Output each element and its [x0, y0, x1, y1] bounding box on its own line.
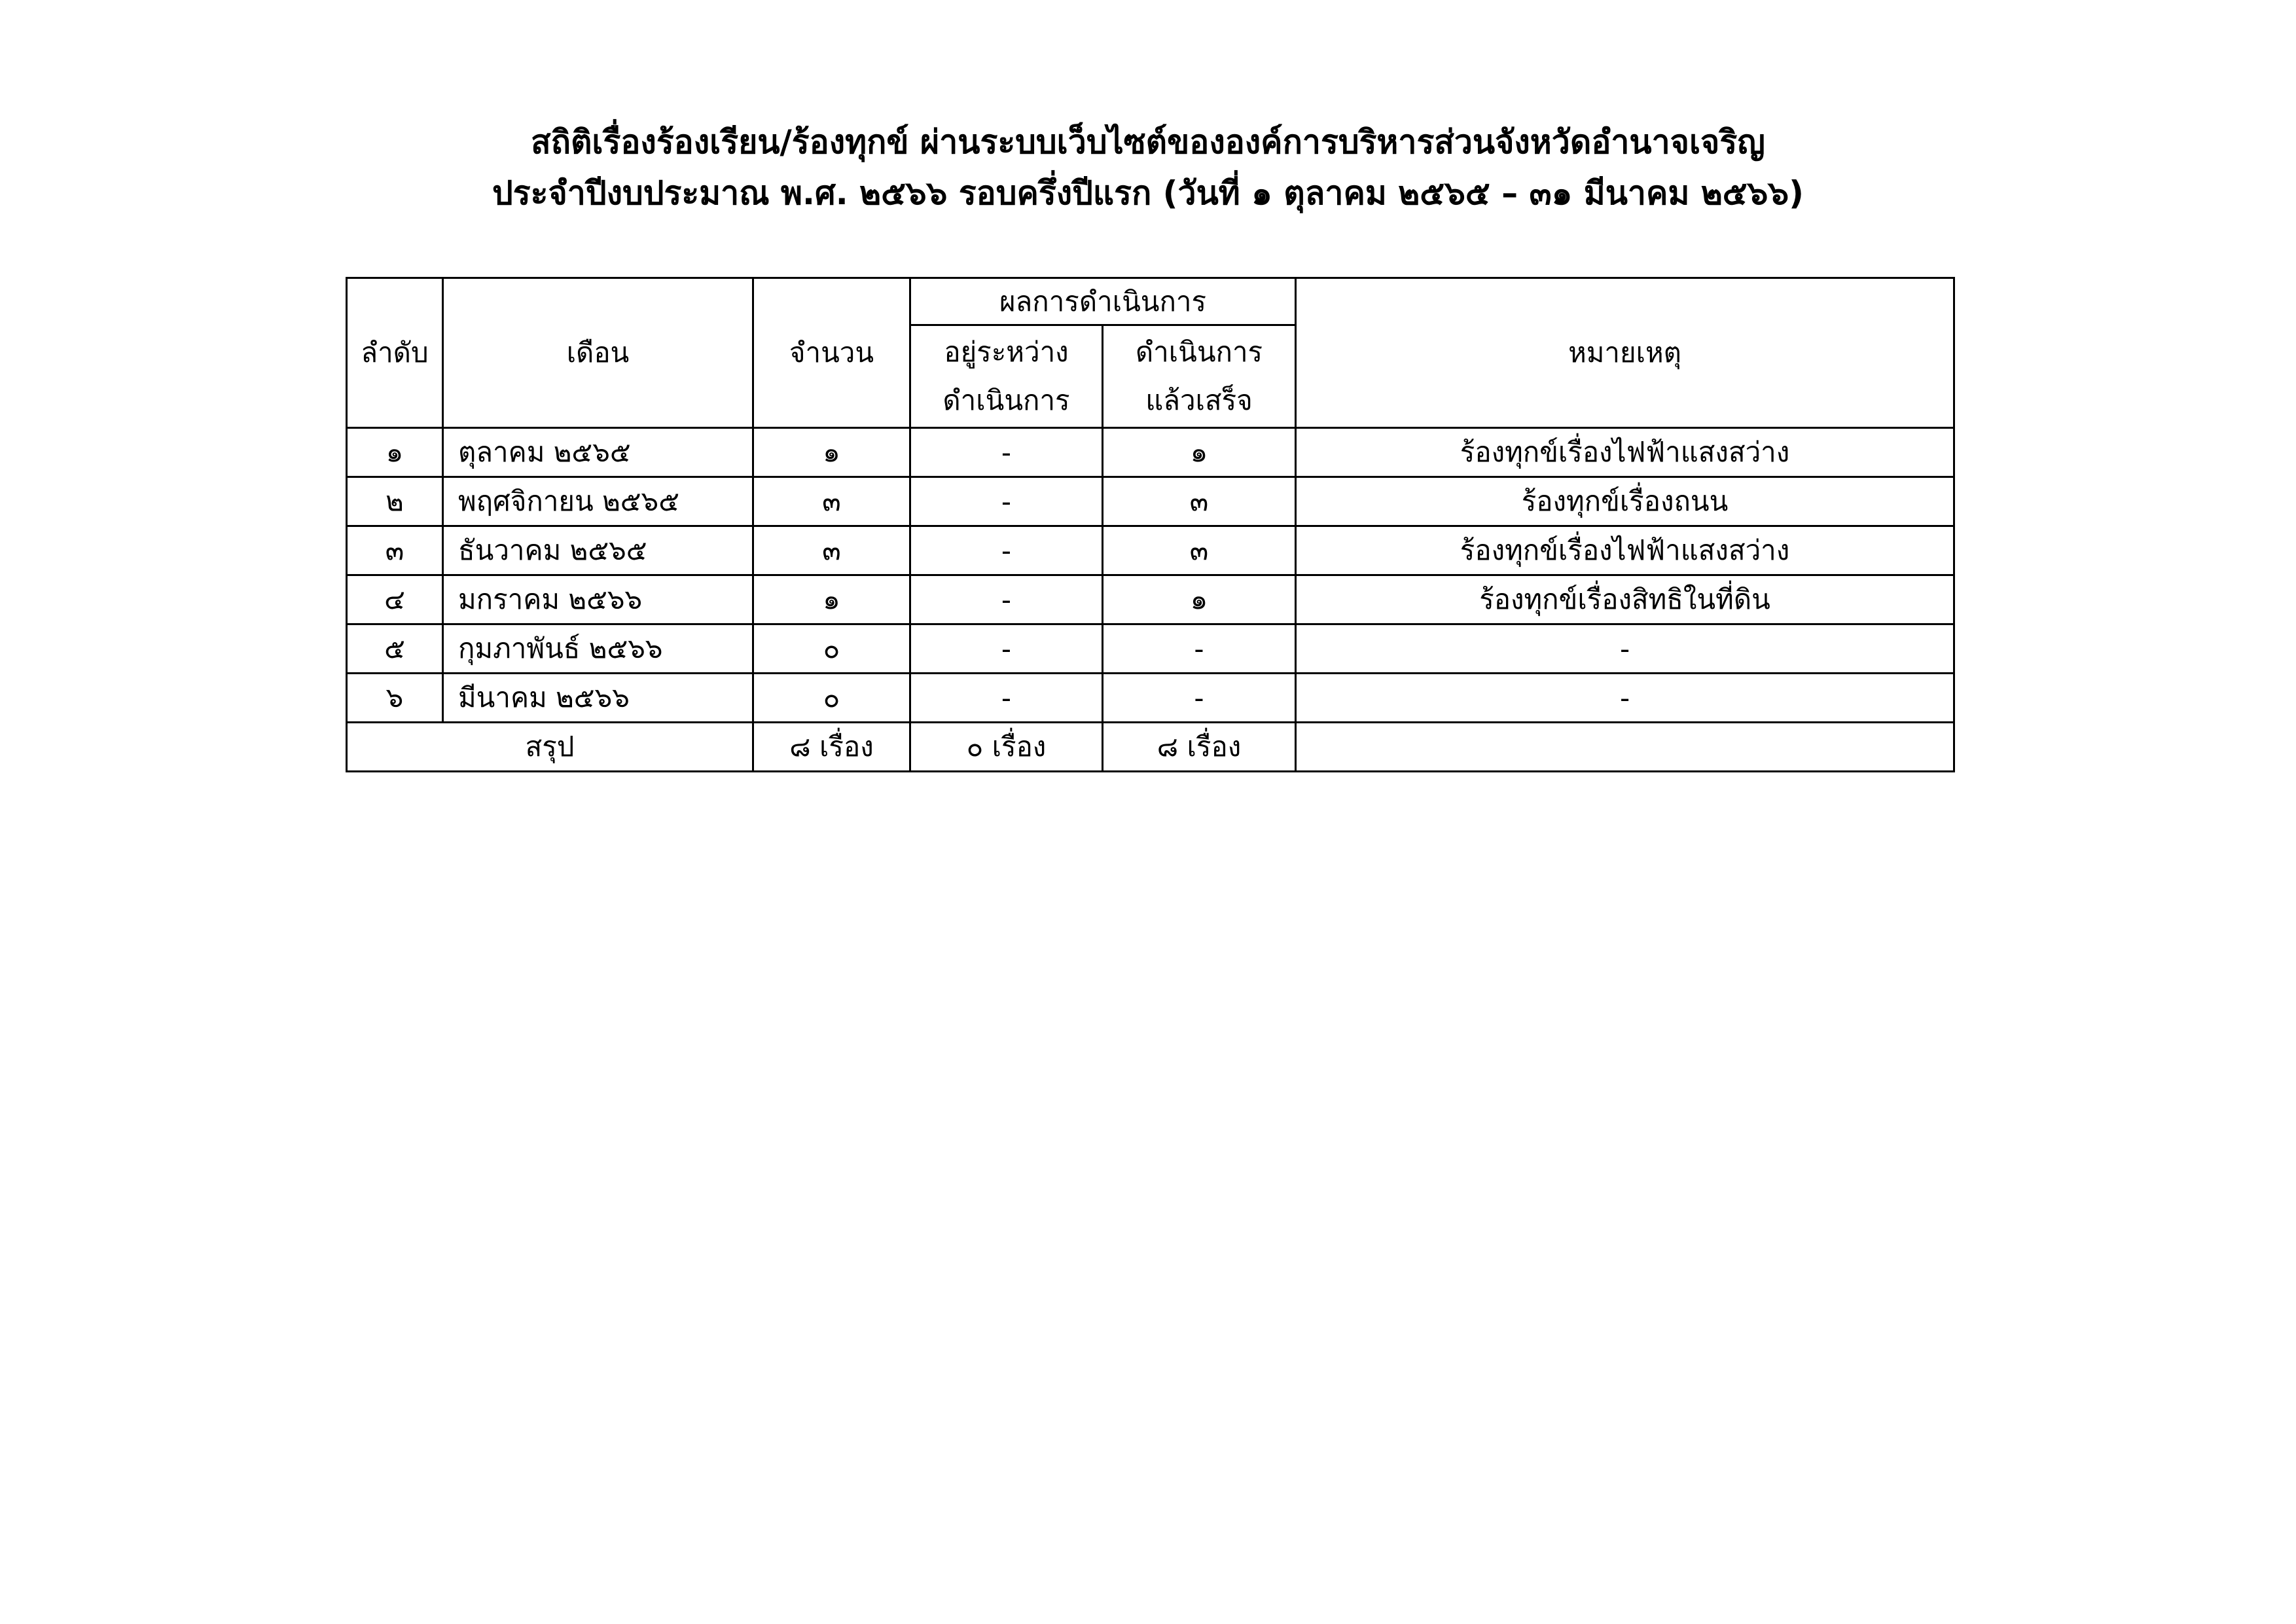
cell-completed: ๑	[1103, 428, 1296, 477]
table-row	[347, 575, 1954, 624]
header-result-group: ผลการดำเนินการ	[910, 278, 1296, 325]
cell-completed: ๓	[1103, 526, 1296, 575]
table-row	[347, 674, 1954, 723]
cell-remark: -	[1296, 674, 1954, 723]
cell-month: ตุลาคม ๒๕๖๕	[443, 428, 753, 477]
cell-month: มีนาคม ๒๕๖๖	[443, 674, 753, 723]
cell-month: ธันวาคม ๒๕๖๕	[443, 526, 753, 575]
cell-in-progress: -	[910, 526, 1103, 575]
cell-remark: ร้องทุกข์เรื่องถนน	[1296, 477, 1954, 526]
header-remark: หมายเหตุ	[1296, 278, 1954, 428]
summary-remark	[1296, 723, 1954, 772]
header-order: ลำดับ	[347, 278, 443, 428]
cell-order: ๓	[347, 526, 443, 575]
cell-count: ๓	[753, 526, 910, 575]
cell-count: ๐	[753, 624, 910, 674]
cell-completed: -	[1103, 674, 1296, 723]
cell-month: มกราคม ๒๕๖๖	[443, 575, 753, 624]
summary-count: ๘ เรื่อง	[753, 723, 910, 772]
table-row	[347, 624, 1954, 674]
cell-order: ๖	[347, 674, 443, 723]
cell-order: ๒	[347, 477, 443, 526]
summary-in-progress: ๐ เรื่อง	[910, 723, 1103, 772]
summary-label: สรุป	[347, 723, 753, 772]
cell-in-progress: -	[910, 674, 1103, 723]
title-line-2: ประจำปีงบประมาณ พ.ศ. ๒๕๖๖ รอบครึ่งปีแรก (วันที่ ๑ ตุลาคม ๒๕๖๕ – ๓๑ มีนาคม ๒๕๖๖)	[492, 174, 1804, 212]
table-row	[347, 526, 1954, 575]
cell-count: ๑	[753, 575, 910, 624]
header-in-progress	[910, 325, 1103, 428]
cell-month: กุมภาพันธ์ ๒๕๖๖	[443, 624, 753, 674]
cell-completed: ๓	[1103, 477, 1296, 526]
cell-in-progress: -	[910, 477, 1103, 526]
summary-row	[347, 723, 1954, 772]
header-month: เดือน	[443, 278, 753, 428]
cell-remark: ร้องทุกข์เรื่องไฟฟ้าแสงสว่าง	[1296, 428, 1954, 477]
cell-completed: ๑	[1103, 575, 1296, 624]
title-line-1: สถิติเรื่องร้องเรียน/ร้องทุกข์ ผ่านระบบเว็บไซต์ขององค์การบริหารส่วนจังหวัดอำนาจเจริญ	[531, 123, 1765, 161]
cell-in-progress: -	[910, 575, 1103, 624]
table-header	[347, 278, 1954, 428]
header-in-progress-line1: อยู่ระหว่าง	[944, 336, 1069, 368]
header-row-top	[347, 278, 1954, 325]
summary-completed: ๘ เรื่อง	[1103, 723, 1296, 772]
complaint-statistics-table	[346, 277, 1955, 772]
document-title	[0, 117, 2296, 219]
table-row	[347, 477, 1954, 526]
header-in-progress-line2: ดำเนินการ	[942, 384, 1070, 416]
cell-order: ๔	[347, 575, 443, 624]
cell-count: ๐	[753, 674, 910, 723]
cell-count: ๓	[753, 477, 910, 526]
cell-month: พฤศจิกายน ๒๕๖๕	[443, 477, 753, 526]
header-completed-line1: ดำเนินการ	[1135, 336, 1263, 368]
table-row	[347, 428, 1954, 477]
header-completed-line2: แล้วเสร็จ	[1145, 384, 1253, 416]
cell-in-progress: -	[910, 428, 1103, 477]
cell-remark: ร้องทุกข์เรื่องสิทธิในที่ดิน	[1296, 575, 1954, 624]
header-count: จำนวน	[753, 278, 910, 428]
cell-order: ๕	[347, 624, 443, 674]
cell-order: ๑	[347, 428, 443, 477]
header-completed	[1103, 325, 1296, 428]
cell-in-progress: -	[910, 624, 1103, 674]
cell-remark: -	[1296, 624, 1954, 674]
cell-completed: -	[1103, 624, 1296, 674]
table-body	[347, 428, 1954, 772]
cell-remark: ร้องทุกข์เรื่องไฟฟ้าแสงสว่าง	[1296, 526, 1954, 575]
cell-count: ๑	[753, 428, 910, 477]
